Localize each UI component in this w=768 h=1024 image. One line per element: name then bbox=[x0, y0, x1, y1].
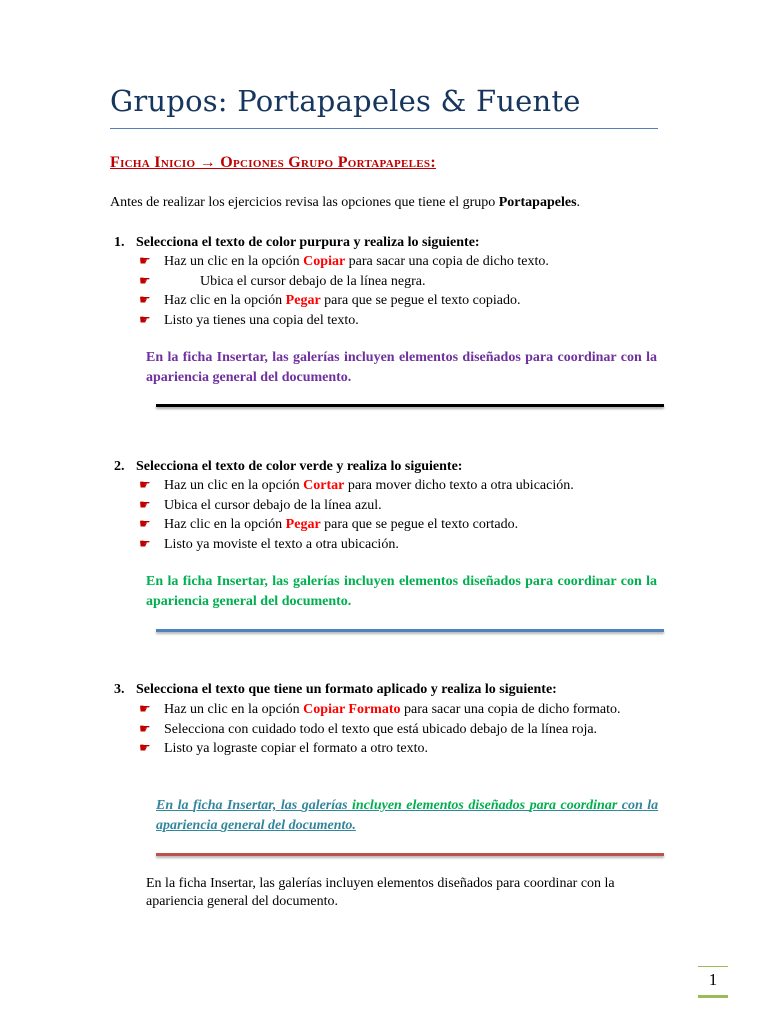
fmt-word: las bbox=[280, 798, 298, 813]
bullet-text: Selecciona con cuidado todo el texto que está ubicado debajo de la línea roja. bbox=[164, 721, 598, 737]
section-2-title-text: Selecciona el texto de color verde y realiza lo siguiente: bbox=[136, 459, 463, 474]
section-heading bbox=[110, 154, 436, 172]
heading-part-1: Ficha Inicio bbox=[110, 154, 200, 171]
document-title: Grupos: Portapapeles & Fuente bbox=[110, 84, 581, 118]
bullet-text: Listo ya tienes una copia del texto. bbox=[164, 312, 359, 328]
fmt-word: del bbox=[268, 818, 286, 833]
pointing-hand-icon: ☛ bbox=[139, 721, 151, 737]
plain-paragraph: En la ficha Insertar, las galerías incluyen elementos diseñados para coordinar con la apariencia general del documento. bbox=[146, 876, 615, 909]
fmt-word: documento. bbox=[288, 818, 356, 833]
section-2-number: 2. bbox=[114, 459, 125, 474]
pointing-hand-icon: ☛ bbox=[139, 312, 151, 328]
section-1-title-text: Selecciona el texto de color purpura y realiza lo siguiente: bbox=[136, 235, 480, 250]
list-item bbox=[139, 739, 659, 759]
list-item bbox=[139, 515, 659, 535]
intro-before: Antes de realizar los ejercicios revisa las opciones que tiene el grupo bbox=[110, 195, 499, 210]
list-item bbox=[139, 720, 659, 740]
fmt-word: con bbox=[621, 798, 643, 813]
fmt-word: para bbox=[529, 798, 557, 813]
bullet-text-after: para mover dicho texto a otra ubicación. bbox=[344, 478, 574, 493]
title-underline bbox=[110, 128, 658, 129]
list-item bbox=[139, 535, 659, 555]
page-number: 1 bbox=[698, 966, 728, 998]
bullet-text: Listo ya moviste el texto a otra ubicación. bbox=[164, 536, 399, 552]
fmt-word: diseñados bbox=[468, 798, 526, 813]
bullet-text: Haz clic en la opción bbox=[164, 517, 286, 532]
fmt-word: galerías bbox=[301, 798, 348, 813]
green-paragraph: En la ficha Insertar, las galerías incluyen elementos diseñados para coordinar con la apariencia general del documento. bbox=[146, 574, 657, 609]
blue-line bbox=[156, 629, 664, 632]
bullet-text: Haz un clic en la opción bbox=[164, 254, 304, 269]
list-item bbox=[139, 496, 659, 516]
bullet-highlight: Pegar bbox=[285, 517, 321, 532]
bullet-text: Haz clic en la opción bbox=[164, 293, 286, 308]
list-item bbox=[139, 700, 659, 720]
pointing-hand-icon: ☛ bbox=[139, 517, 151, 532]
red-line bbox=[156, 853, 664, 856]
fmt-word: la bbox=[647, 798, 659, 813]
purple-paragraph: En la ficha Insertar, las galerías incluyen elementos diseñados para coordinar con la apariencia general del documento. bbox=[146, 350, 657, 385]
section-2-title bbox=[114, 459, 462, 475]
bullet-text-after: para sacar una copia de dicho texto. bbox=[345, 254, 549, 269]
fmt-word: elementos bbox=[406, 798, 464, 813]
section-1-title bbox=[114, 235, 480, 251]
pointing-hand-icon: ☛ bbox=[139, 702, 151, 717]
fmt-word: general bbox=[220, 818, 265, 833]
fmt-word: incluyen bbox=[352, 798, 402, 813]
pointing-hand-icon: ☛ bbox=[139, 741, 151, 756]
bullet-text-after: para que se pegue el texto cortado. bbox=[320, 517, 519, 532]
bullet-text-after: para sacar una copia de dicho formato. bbox=[400, 702, 621, 717]
section-3-title-text: Selecciona el texto que tiene un formato aplicado y realiza lo siguiente: bbox=[136, 682, 557, 697]
section-1-bullets bbox=[139, 252, 659, 330]
bullet-text: Haz un clic en la opción bbox=[164, 478, 304, 493]
section-3-number: 3. bbox=[114, 682, 125, 697]
pointing-hand-icon: ☛ bbox=[139, 293, 151, 308]
bullet-text-after: para que se pegue el texto copiado. bbox=[320, 293, 521, 308]
section-3-bullets bbox=[139, 700, 659, 759]
list-item bbox=[139, 252, 659, 272]
list-item bbox=[139, 311, 659, 331]
fmt-word: coordinar bbox=[560, 798, 618, 813]
section-2-bullets bbox=[139, 476, 659, 554]
intro-text bbox=[110, 195, 580, 211]
fmt-word: apariencia bbox=[156, 818, 218, 833]
formatted-paragraph bbox=[156, 796, 658, 836]
pointing-hand-icon: ☛ bbox=[139, 478, 151, 493]
bullet-highlight: Copiar bbox=[303, 254, 346, 269]
intro-bold: Portapapeles bbox=[498, 195, 577, 210]
fmt-word: En bbox=[156, 798, 174, 813]
list-item bbox=[139, 272, 659, 292]
bullet-highlight: Cortar bbox=[303, 478, 345, 493]
pointing-hand-icon: ☛ bbox=[139, 536, 151, 552]
bullet-text: Ubica el cursor debajo de la línea azul. bbox=[164, 497, 382, 513]
fmt-word: ficha bbox=[192, 798, 223, 813]
bullet-highlight: Pegar bbox=[285, 293, 321, 308]
bullet-highlight: Copiar Formato bbox=[303, 702, 401, 717]
fmt-word: Insertar, bbox=[226, 798, 277, 813]
fmt-word: la bbox=[177, 798, 189, 813]
list-item bbox=[139, 476, 659, 496]
intro-after: . bbox=[576, 195, 581, 210]
pointing-hand-icon: ☛ bbox=[139, 497, 151, 513]
bullet-text: Haz un clic en la opción bbox=[164, 702, 304, 717]
bullet-text: Listo ya lograste copiar el formato a otro texto. bbox=[164, 741, 428, 756]
arrow-icon: → bbox=[199, 154, 216, 171]
pointing-hand-icon: ☛ bbox=[139, 254, 151, 269]
bullet-text: Ubica el cursor debajo de la línea negra. bbox=[200, 273, 426, 289]
black-line bbox=[156, 404, 664, 407]
list-item bbox=[139, 291, 659, 311]
heading-part-2: Opciones Grupo Portapapeles: bbox=[215, 154, 436, 171]
pointing-hand-icon: ☛ bbox=[139, 273, 151, 289]
section-1-number: 1. bbox=[114, 235, 125, 250]
section-3-title bbox=[114, 682, 557, 698]
